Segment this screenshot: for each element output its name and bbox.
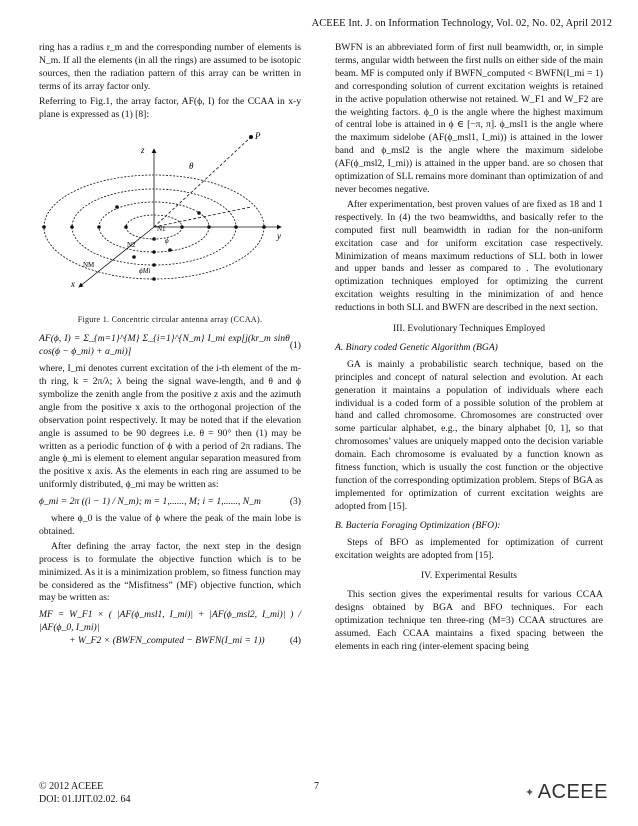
paragraph: Steps of BFO as implemented for optimization of current excitation weights are adopted from [15].: [335, 536, 603, 561]
equation-1: [39, 333, 301, 359]
subsection-heading: B. Bacteria Foraging Optimization (BFO):: [335, 519, 501, 531]
axis-label-y: y: [277, 231, 281, 242]
ring-label-n1: N1: [157, 225, 166, 234]
section-heading: IV. Experimental Results: [420, 570, 517, 582]
doi: DOI: 01.IJIT.02.02. 64: [39, 793, 131, 805]
paragraph: ring has a radius r_m and the corresponding number of elements is N_m. If all the elements (in all the rings) are assumed to be isotopic sources, then the radiation pattern of this array can be written in terms of its array factor only.: [39, 42, 301, 92]
figure-caption: Figure 1. Concentric circular antenna array (CCAA).: [77, 315, 263, 325]
paragraph: GA is mainly a probabilistic search technique, based on the principles and concept of natural selection and evolution. At each generation it maintains a population of individuals where each individual is a coded form of a possible solution of the problem at hand and called chromosome. Chromosomes are constructed over some particular alphabet, e.g., the binary alphabet [0, 1], so that chromosomes’ values are uniquely mapped onto the decision variable domain. Each chromosome is evaluated by a function known as fitness function, which is usually the cost function or the objective function of the corresponding optimization problem. Steps of BGA as implemented for optimization of current excitation weights are adopted from [15].: [335, 358, 603, 512]
page-number: 7: [314, 781, 319, 792]
ring-label-n2: N2: [127, 241, 136, 250]
point-label-p: P: [255, 131, 261, 142]
theta-label: θ: [189, 161, 194, 172]
paragraph: Referring to Fig.1, the array factor, AF(ϕ, I) for the CCAA in x-y plane is expressed as (1) [8]:: [39, 95, 301, 120]
paragraph: This section gives the experimental results for various CCAA designs obtained by BGA and BFO techniques. For each optimization technique ten three-ring (M=3) CCAA structures are assumed. Each CCAA maintains a fixed spacing between the elements in each ring (inter-element spacing being: [335, 589, 603, 652]
copyright: © 2012 ACEEE: [39, 781, 104, 792]
paragraph: After defining the array factor, the next step in the design process is to formulate the objective function which is to be minimized. As it is a minimization problem, so fitness function may be considered as the “Misfitness” (MF) objective function, which may be written as:: [39, 540, 301, 604]
axis-label-x: x: [71, 279, 75, 290]
paragraph: BWFN is an abbreviated form of first null beamwidth, or, in simple terms, angular width between the first nulls on either side of the main beam. MF is computed only if BWFN_computed < BWFN(I_mi = 1) and corresponding solution of current excitation weights is retained in the active population otherwise not retained. W_F1 and W_F2 are the weighting factors. ϕ_0 is the angle where the highest maximum of central lobe is attained in ϕ ∈ [−π, π]. ϕ_msl1 is the angle where the maximum sidelobe (AF(ϕ_msl1, I_mi)) is attained in the lower band and ϕ_msl2 is the angle where the maximum sidelobe (AF(ϕ_msl2, I_mi)) is attained in the upper band. are so chosen that optimization of SLL remains more dominant than optimization of and never becomes negative.: [335, 42, 603, 195]
equation-4: [39, 609, 301, 648]
logo-mark-icon: ✦: [524, 787, 535, 799]
footer-left: [39, 781, 130, 806]
right-column: [335, 42, 603, 656]
axis-label-z: z: [141, 145, 145, 156]
journal-header: ACEEE Int. J. on Information Technology, Vol. 02, No. 02, April 2012: [311, 18, 612, 29]
equation-3: [39, 496, 301, 509]
equation-number: (1): [289, 339, 301, 351]
section-heading: III. Evolutionary Techniques Employed: [392, 323, 546, 335]
equation-number: (4): [289, 635, 301, 647]
equation-text: ϕ_mi = 2π ((i − 1) / N_m); m = 1,......, M; i = 1,......, N_m: [39, 496, 261, 508]
ring-label-nm: NM: [83, 261, 95, 270]
ccaa-figure: [39, 127, 289, 305]
subsection-heading: A. Binary coded Genetic Algorithm (BGA): [335, 341, 498, 353]
equation-text: AF(ϕ, I) = Σ_{m=1}^{M} Σ_{i=1}^{N_m} I_mi exp[j(kr_m sinθ cos(ϕ − ϕ_mi) + α_mi)]: [39, 333, 290, 358]
left-column: [39, 42, 301, 648]
aceee-logo: [525, 781, 608, 804]
phi-mi-label: ϕMi: [139, 267, 151, 276]
paragraph: where, I_mi denotes current excitation of the i-th element of the m-th ring, k = 2π/λ; λ being the signal wave-length, and θ and ϕ symbolize the zenith angle from the positive z axis and the azimuth angle from the positive x axis to the orthogonal projection of the observation point respectively. It may be noted that if the elevation angle is assumed to be 90 degrees i.e. θ = 90° then (1) may be written as a periodic function of ϕ with a period of 2π radians. The angle ϕ_mi is element to element angular separation measured from the positive x axis. As the elements in each ring are assumed to be uniformly distributed, ϕ_mi may be written as:: [39, 363, 301, 491]
equation-line: MF = W_F1 × ( |AF(ϕ_msl1, I_mi)| + |AF(ϕ_msl2, I_mi)| ) / |AF(ϕ_0, I_mi)|: [39, 609, 301, 634]
logo-text: ACEEE: [537, 781, 608, 803]
phi-label: ϕ: [165, 237, 169, 246]
paragraph: where ϕ_0 is the value of ϕ where the peak of the main lobe is obtained.: [39, 513, 301, 537]
equation-line: + W_F2 × (BWFN_computed − BWFN(I_mi = 1)): [69, 635, 265, 647]
paragraph: After experimentation, best proven values of are fixed as 18 and 1 respectively. In (4) the two beamwidths, and basically refer to the computed first null beamwidth in radian for the non-uniform excitation case and for uniform excitation case respectively. Minimization of means maximum reductions of SLL both in lower and upper bands and lesser as compared to . The evolutionary optimization techniques employed for optimizing the current excitation weights resulting in the minimization of and hence reductions in both SLL and BWFN are described in the next section.: [335, 198, 603, 314]
equation-number: (3): [289, 496, 301, 508]
